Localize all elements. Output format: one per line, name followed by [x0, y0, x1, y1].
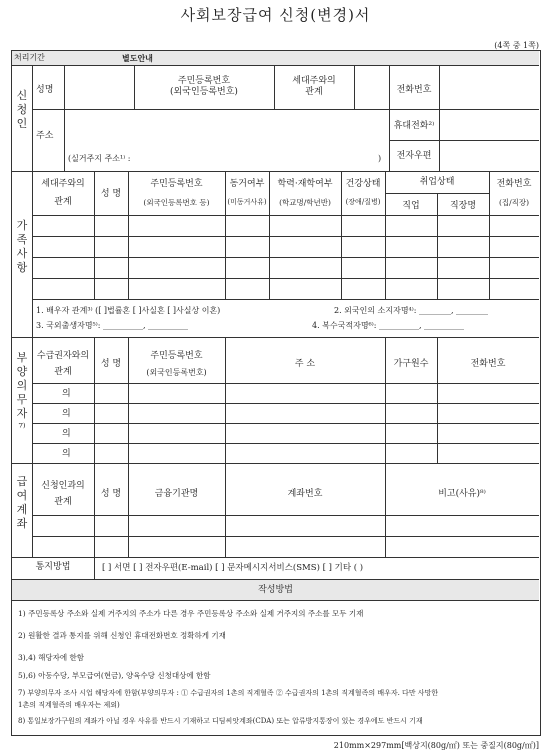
guide-item: 8) 통일보장가구원의 계좌가 아닐 경우 사유를 반드시 기재하고 디딤씨앗계좌(CDA) 또는 압류방지통장이 있는 경우에도 반드시 기재 [18, 717, 423, 725]
family-col-phone: 전화번호 [496, 179, 532, 189]
address-label: 주소 [36, 131, 54, 141]
support-col-rrn-sub: (외국인등록번호) [146, 368, 207, 377]
divider [12, 337, 539, 338]
bank-col-name: 성 명 [100, 489, 122, 499]
multi-nationality-note: 4. 복수국적자명⁶⁾: __________, __________ [312, 321, 465, 330]
divider [437, 193, 438, 299]
divider [32, 215, 539, 216]
support-col-name: 성 명 [100, 359, 122, 369]
divider [128, 171, 129, 299]
page-info: (4쪽 중 1쪽) [494, 41, 539, 50]
divider [128, 463, 129, 557]
divider [32, 65, 33, 171]
divider [32, 383, 539, 384]
divider [385, 463, 386, 557]
family-col-rrn: 주민등록번호 [150, 179, 203, 189]
divider [32, 463, 33, 557]
family-col-cohabit-sub: (미동거사유) [227, 198, 267, 206]
family-col-workplace: 직장명 [449, 201, 477, 211]
spouse-note: 1. 배우자 관계³⁾ ([ ]법률혼 [ ]사실혼 [ ]사실상 이혼) [36, 306, 221, 315]
divider [389, 140, 539, 141]
divider [32, 109, 539, 110]
family-col-name: 성 명 [100, 189, 122, 199]
family-col-health-sub: (장애/질병) [345, 198, 381, 206]
application-form [11, 50, 541, 736]
divider [269, 171, 270, 299]
divider [12, 463, 539, 464]
guide-item: 2) 원활한 결과 통지를 위해 신청인 휴대전화번호 정확하게 기재 [18, 631, 226, 640]
divider [94, 171, 95, 299]
bank-col-relation: 신청인과의 [41, 481, 85, 491]
guide-item: 3),4) 해당자에 한함 [18, 653, 85, 662]
divider [94, 557, 95, 579]
family-section-label: 가족사항 [16, 219, 28, 274]
divider [32, 236, 539, 237]
notify-label: 통지방법 [35, 562, 71, 572]
family-col-relation: 세대주와의 [41, 179, 85, 189]
divider [32, 423, 539, 424]
divider [225, 337, 226, 463]
support-row-suffix: 의 [62, 409, 71, 419]
divider [225, 463, 226, 557]
divider [32, 403, 539, 404]
divider [12, 171, 539, 172]
family-col-cohabit: 동거여부 [229, 179, 265, 189]
family-col-health: 건강상태 [345, 179, 381, 189]
divider [32, 536, 539, 537]
bank-col-remark: 비고(사유)⁸⁾ [438, 489, 486, 499]
family-col-rrn-sub: (외국인등록번호 등) [143, 198, 210, 207]
family-col-education-sub: (학교명/학년반) [279, 198, 331, 207]
processing-value: 별도안내 [122, 53, 153, 63]
processing-label: 처리기간 [14, 53, 45, 62]
header-shade [12, 51, 539, 65]
support-section-label: 부양의무자⁷⁾ [16, 351, 28, 434]
divider [439, 65, 440, 171]
divider [12, 600, 539, 601]
support-col-household: 가구원수 [393, 359, 429, 369]
divider [94, 337, 95, 463]
support-col-relation-2: 관계 [54, 367, 72, 377]
rrn-label: 주민등록번호 [177, 76, 231, 86]
divider [354, 65, 355, 109]
guide-title: 작성방법 [258, 585, 293, 595]
divider [32, 443, 539, 444]
family-col-job: 직업 [402, 201, 420, 211]
support-col-rrn: 주민등록번호 [150, 351, 203, 361]
address-close-paren: ) [378, 154, 382, 163]
page-title: 사회보장급여 신청(변경)서 [180, 6, 371, 24]
support-col-phone: 전화번호 [470, 359, 506, 369]
divider [437, 337, 438, 463]
mobile-label: 휴대전화²⁾ [393, 121, 435, 131]
born-abroad-note: 3. 국외출생자명⁵⁾: __________, __________ [36, 321, 189, 330]
divider [12, 65, 539, 66]
divider [385, 337, 386, 463]
divider [225, 171, 226, 299]
support-row-suffix: 의 [62, 449, 71, 459]
guide-item: 1촌의 직계혈족의 배우자는 제외) [18, 701, 120, 709]
family-col-employment: 취업상태 [419, 177, 455, 187]
family-col-relation-2: 관계 [54, 197, 72, 207]
bank-section-label: 급여계좌 [16, 475, 28, 530]
family-col-phone-sub: (집/직장) [498, 198, 530, 207]
applicant-section-label: 신청인 [16, 89, 28, 130]
divider [32, 257, 539, 258]
bank-col-relation-2: 관계 [54, 497, 72, 507]
divider [94, 463, 95, 557]
support-col-address: 주 소 [294, 359, 316, 369]
bank-col-account: 계좌번호 [287, 489, 323, 499]
guide-item: 1) 주민등록상 주소와 실제 거주지의 주소가 다른 경우 주민등록상 주소와 실제 거주지의 주소를 모두 기재 [18, 609, 364, 618]
family-col-education: 학력·재학여부 [277, 179, 333, 189]
divider [32, 299, 539, 300]
rrn-sub-label: (외국인등록번호) [170, 87, 238, 97]
email-label: 전자우편 [396, 151, 432, 161]
relation-label: 세대주와의 [292, 76, 336, 86]
foreign-holder-note: 2. 외국인의 소지자명⁴⁾: ________, ________ [334, 306, 489, 315]
phone-label: 전화번호 [396, 85, 432, 95]
support-row-suffix: 의 [62, 429, 71, 439]
relation-label-2: 관계 [305, 87, 323, 97]
notify-options[interactable]: [ ] 서면 [ ] 전자우편(E-mail) [ ] 문자메시지서비스(SMS) [ ] 기타 ( ) [102, 563, 364, 573]
divider [489, 171, 490, 299]
divider [32, 171, 33, 337]
divider [32, 515, 539, 516]
divider [385, 171, 386, 299]
support-col-relation: 수급권자와의 [36, 351, 90, 361]
actual-address-label: (실거주지 주소¹⁾ : [68, 154, 131, 163]
divider [128, 337, 129, 463]
guide-item: 5),6) 아동수당, 부모급여(현금), 양육수당 신청대상에 한함 [18, 671, 211, 680]
support-row-suffix: 의 [62, 389, 71, 399]
divider [12, 557, 539, 558]
guide-item: 7) 부양의무자 조사 시업 해당자에 한함(부양의무자 : ① 수급권자의 1촌의 직계혈족 ② 수급권자의 1촌의 직계혈족의 배우자. 다만 사망한 [18, 689, 439, 697]
bank-col-institution: 금융기관명 [154, 489, 199, 499]
divider [64, 109, 65, 171]
divider [341, 171, 342, 299]
name-label: 성명 [36, 85, 54, 95]
divider [32, 278, 539, 279]
divider [64, 65, 65, 109]
paper-spec: 210mm×297mm[백상지(80g/㎡) 또는 중질지(80g/㎡)] [333, 741, 539, 750]
